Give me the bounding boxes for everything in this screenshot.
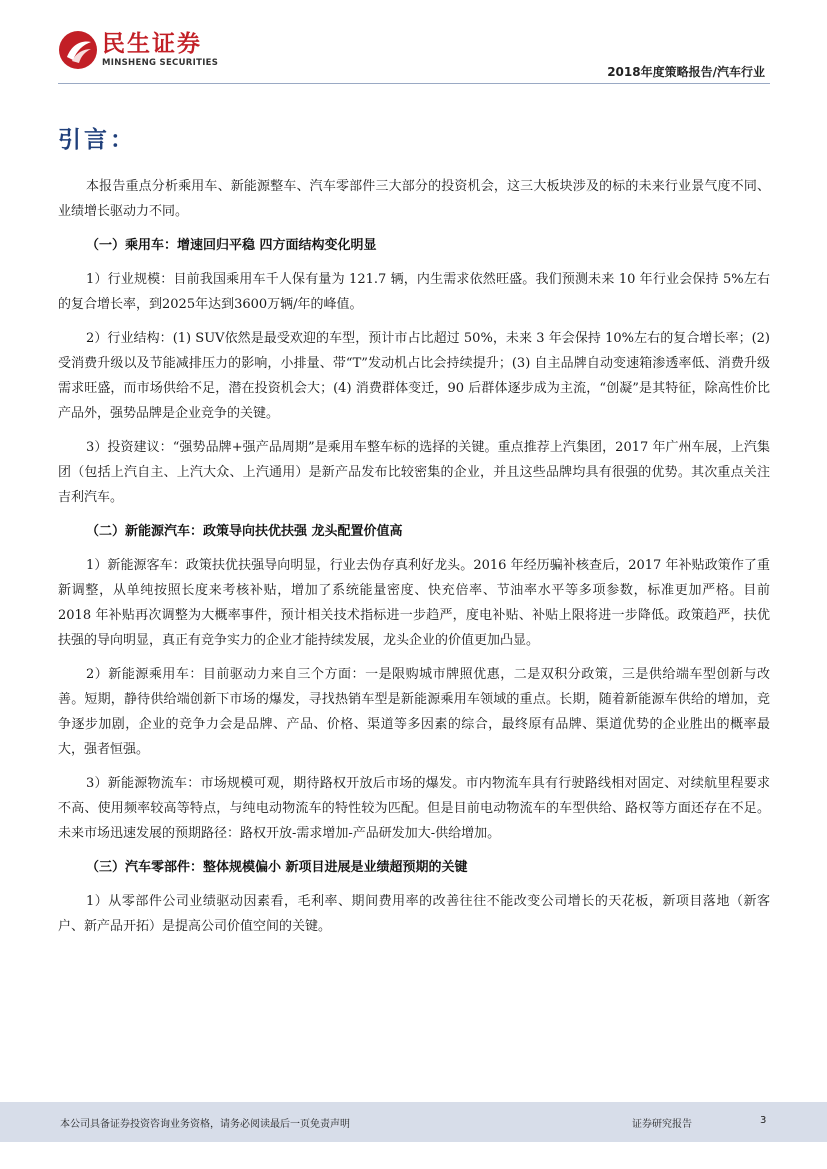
paragraph: 1）新能源客车：政策扶优扶强导向明显，行业去伪存真利好龙头。2016 年经历骗补核查后，2017 年补贴政策作了重新调整，从单纯按照长度来考核补贴，增加了系统能量密度、快充倍率、节油率水平等多项参数，标准更加严格。目前 2018 年补贴再次调整为大概率事件，预计相关技术指标进一步趋严，度电补贴、补贴上限将进一步降低。政策趋严，扶优扶强的导向明显，真正有竞争实力的企业才能持续发展，龙头企业的价值更加凸显。 (58, 558, 770, 648)
intro-heading: 引言： (58, 127, 136, 153)
report-title: 2018年度策略报告/汽车行业 (607, 65, 765, 79)
logo-text-en: MINSHENG SECURITIES (102, 58, 219, 68)
footer-disclaimer: 本公司具备证券投资咨询业务资格，请务必阅读最后一页免责声明 (60, 1119, 350, 1130)
header-divider (58, 83, 770, 84)
logo-text-cn: 民生证券 (102, 31, 202, 57)
section-heading-auto-parts: （三）汽车零部件：整体规模偏小 新项目进展是业绩超预期的关键 (86, 860, 468, 875)
intro-paragraph: 本报告重点分析乘用车、新能源整车、汽车零部件三大部分的投资机会，这三大板块涉及的标的未来行业景气度不同、业绩增长驱动力不同。 (58, 179, 770, 219)
paragraph: 2）行业结构：(1) SUV依然是最受欢迎的车型，预计市占比超过 50%，未来 3 年会保持 10%左右的复合增长率；(2) 受消费升级以及节能减排压力的影响，小排量、带“T”发动机占比会持续提升；(3) 自主品牌自动变速箱渗透率低、消费升级需求旺盛，而市场供给不足，潜在投资机会大；(4) 消费群体变迁，90 后群体逐步成为主流，“创凝”是其特征，除高性价比产品外，强势品牌是企业竞争的关键。 (58, 331, 770, 421)
section-heading-new-energy-vehicles: （二）新能源汽车：政策导向扶优扶强 龙头配置价值高 (86, 524, 403, 539)
company-logo (58, 28, 258, 78)
page-header (0, 0, 827, 90)
footer-doc-type: 证券研究报告 (632, 1119, 692, 1130)
paragraph: 1）行业规模：目前我国乘用车千人保有量为 121.7 辆，内生需求依然旺盛。我们预测未来 10 年行业会保持 5%左右的复合增长率，到2025年达到3600万辆/年的峰值。 (58, 272, 770, 312)
paragraph: 3）投资建议：“强势品牌+强产品周期”是乘用车整车标的选择的关键。重点推荐上汽集团，2017 年广州车展，上汽集团（包括上汽自主、上汽大众、上汽通用）是新产品发布比较密集的企业，并且这些品牌均具有很强的优势。其次重点关注吉利汽车。 (58, 440, 770, 505)
paragraph: 3）新能源物流车：市场规模可观，期待路权开放后市场的爆发。市内物流车具有行驶路线相对固定、对续航里程要求不高、使用频率较高等特点，与纯电动物流车的特性较为匹配。但是目前电动物流车的车型供给、路权等方面还存在不足。未来市场迅速发展的预期路径：路权开放-需求增加-产品研发加大-供给增加。 (58, 776, 770, 841)
main-content (58, 120, 770, 948)
page-footer (0, 1102, 827, 1142)
page-number: 3 (760, 1115, 767, 1126)
paragraph: 2）新能源乘用车：目前驱动力来自三个方面：一是限购城市牌照优惠，二是双积分政策，三是供给端车型创新与改善。短期，静待供给端创新下市场的爆发，寻找热销车型是新能源乘用车领域的重点。长期，随着新能源车供给的增加，竞争逐步加剧，企业的竞争力会是品牌、产品、价格、渠道等多因素的综合，最终原有品牌、渠道优势的企业胜出的概率最大，强者恒强。 (58, 667, 770, 757)
paragraph: 1）从零部件公司业绩驱动因素看，毛利率、期间费用率的改善往往不能改变公司增长的天花板，新项目落地（新客户、新产品开拓）是提高公司价值空间的关键。 (58, 894, 770, 934)
section-heading-passenger-cars: （一）乘用车：增速回归平稳 四方面结构变化明显 (86, 238, 377, 253)
minsheng-logo-icon (58, 30, 98, 70)
